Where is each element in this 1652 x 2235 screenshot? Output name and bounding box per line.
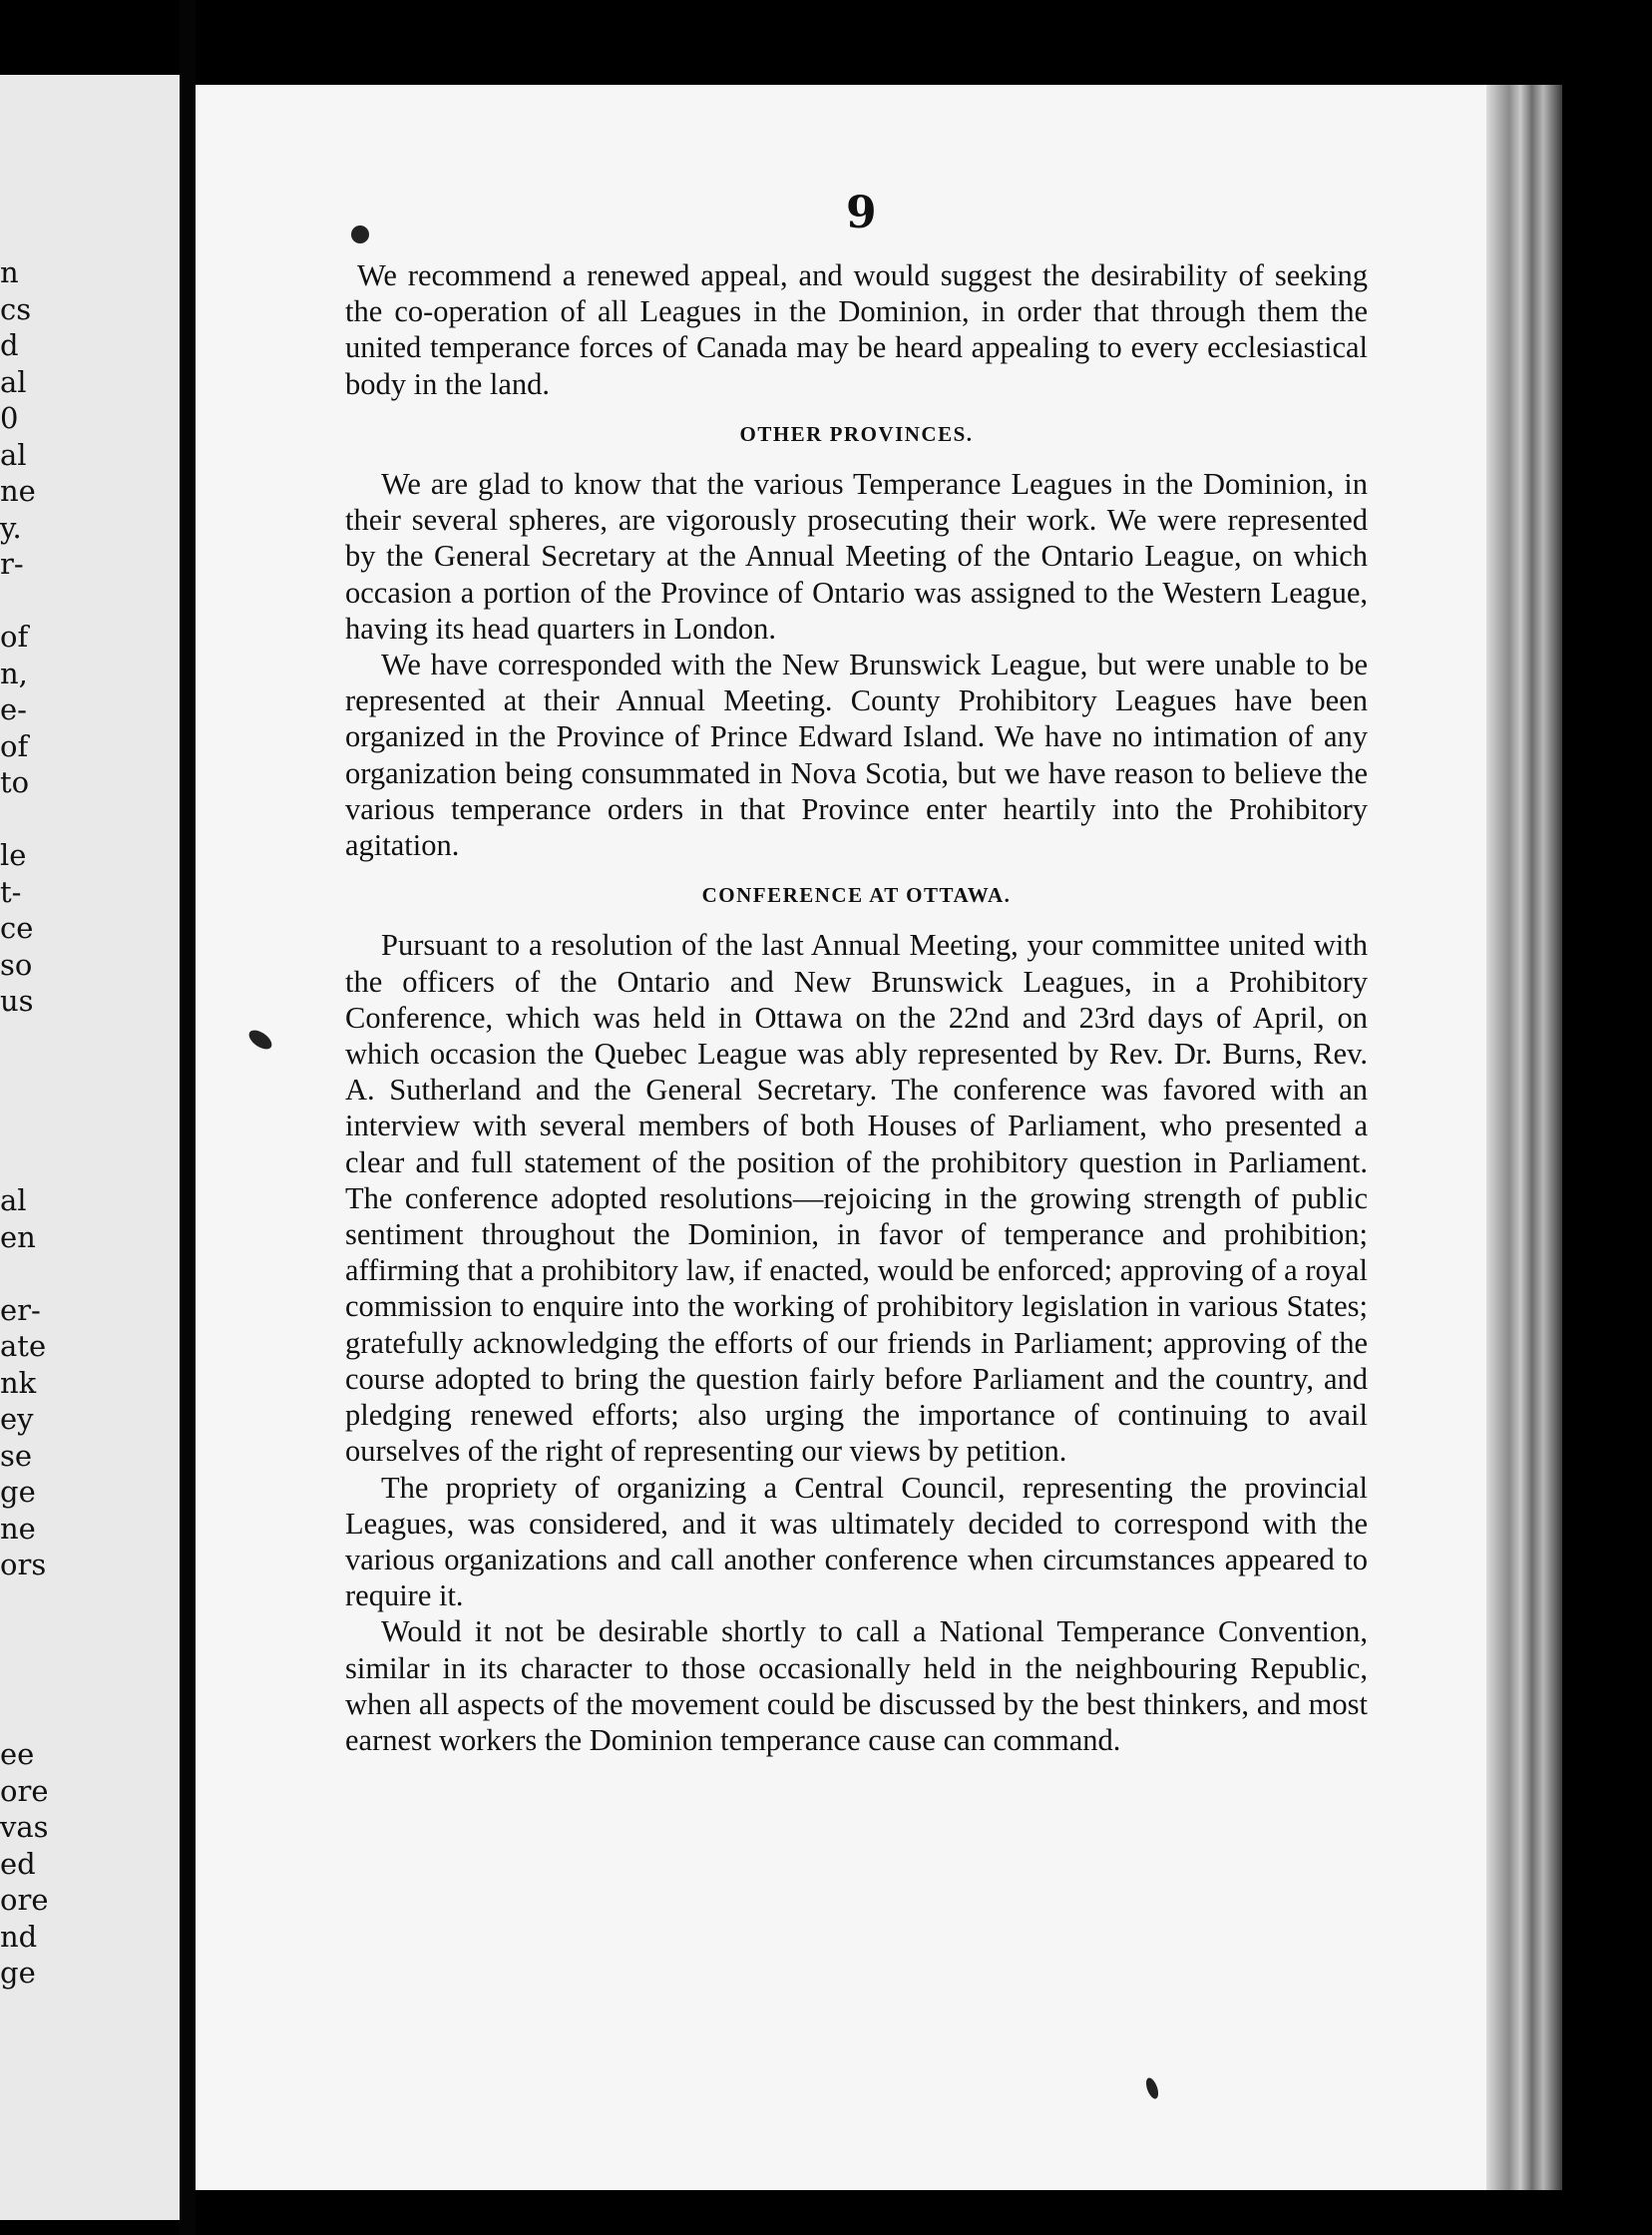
left-page-fragment-group-2 [0, 1182, 47, 1583]
fragment-text: al [0, 364, 27, 399]
fragment-text: y. [0, 510, 22, 545]
fragment-text: n, [0, 656, 28, 690]
fragment-text: nd [0, 1919, 38, 1954]
section-heading-conference: CONFERENCE AT OTTAWA. [701, 883, 1012, 908]
fragment-text: en [0, 1219, 36, 1254]
fragment-text: ne [0, 474, 36, 508]
fragment-text: ee [0, 1737, 35, 1771]
fragment-text: ors [0, 1548, 47, 1581]
paragraph: We recommend a renewed appeal, and would suggest the desirability of seeking the co-operation of all Leagues in the Dominion, in order that through them the united temperance forces of Canada may be heard appealing to every ecclesiastical body in the land. [345, 258, 1368, 401]
fragment-text: se [0, 1438, 33, 1473]
fragment-text: us [0, 984, 34, 1018]
fragment-text: ate [0, 1329, 47, 1363]
fragment-text [0, 801, 40, 838]
fragment-text: n [0, 255, 19, 289]
fragment-text [0, 1255, 40, 1292]
fragment-text: cs [0, 291, 32, 326]
fragment-text: t- [0, 874, 22, 909]
fragment-text: le [0, 838, 27, 872]
fragment-text: 0 [0, 401, 19, 435]
fragment-text: r- [0, 547, 24, 581]
fragment-text: e- [0, 692, 27, 726]
page-number: 9 [846, 188, 877, 238]
fragment-text: of [0, 728, 29, 763]
fragment-text: so [0, 947, 33, 982]
left-page-fragment-group-1 [0, 254, 40, 1020]
left-page-fragment-group-3 [0, 1736, 49, 1992]
fragment-text: nk [0, 1365, 37, 1400]
fragment-text [0, 583, 40, 620]
left-page-fragment [0, 75, 180, 2220]
fragment-text: of [0, 620, 29, 654]
scan-background [1562, 0, 1652, 2235]
section-heading-other-provinces: OTHER PROVINCES. [739, 421, 974, 446]
fragment-text: er- [0, 1292, 41, 1327]
fragment-text: ore [0, 1883, 49, 1917]
paragraph: The propriety of organizing a Central Council, representing the provincial Leagues, was considered, and it was ultimately decided to correspond with the various organizations and call another conference when circumstances appeared to require it. [345, 1470, 1368, 1613]
fragment-text: ne [0, 1511, 36, 1546]
fragment-text: to [0, 765, 30, 799]
fragment-text: ge [0, 1475, 36, 1509]
fragment-text: al [0, 437, 27, 472]
fragment-text: ge [0, 1956, 36, 1990]
page-body [345, 257, 1368, 1758]
fragment-text: ed [0, 1846, 36, 1881]
fragment-text: d [0, 328, 19, 362]
page-edge-stack [1486, 85, 1562, 2190]
fragment-text: vas [0, 1810, 49, 1844]
fragment-text: ey [0, 1402, 34, 1436]
paragraph: We are glad to know that the various Temperance Leagues in the Dominion, in their several spheres, are vigorously prosecuting their work. We were represented by the General Secretary at the Annual Meeting of the Ontario League, on which occasion a portion of the Province of Ontario was assigned to the Western League, having its head quarters in London. [345, 467, 1368, 646]
fragment-text: al [0, 1183, 27, 1217]
ink-blot [351, 225, 369, 243]
paragraph: Pursuant to a resolution of the last Annual Meeting, your committee united with the officers of the Ontario and New Brunswick Leagues, in a Prohibitory Conference, which was held in Ottawa on the 22nd and 23rd days of April, on which occasion the Quebec League was ably represented by Rev. Dr. Burns, Rev. A. Sutherland and the General Secretary. The conference was favored with an interview with several members of both Houses of Parliament, who presented a clear and full statement of the position of the prohibitory question in Parliament. The conference adopted resolutions—rejoicing in the growing strength of public sentiment throughout the Dominion, in favor of temperance and prohibition; affirming that a prohibitory law, if enacted, would be enforced; approving of a royal commission to enquire into the working of prohibitory legislation in various States; gratefully acknowledging the efforts of our friends in Parliament; approving of the course adopted to bring the question fairly before Parliament and the country, and pledging renewed efforts; also urging the importance of continuing to avail ourselves of the right of representing our views by petition. [345, 928, 1368, 1469]
paragraph: Would it not be desirable shortly to call a National Temperance Convention, similar in its character to those occasionally held in the neighbouring Republic, when all aspects of the movement could be discussed by the best thinkers, and most earnest workers the Dominion temperance cause can command. [345, 1614, 1368, 1757]
fragment-text: ore [0, 1773, 49, 1808]
book-gutter [180, 0, 196, 2235]
paragraph: We have corresponded with the New Brunswick League, but were unable to be represented at their Annual Meeting. County Prohibitory Leagues have been organized in the Province of Prince Edward Island. We have no intimation of any organization being consummated in Nova Scotia, but we have reason to believe the various temperance orders in that Province enter heartily into the Prohibitory agitation. [345, 648, 1368, 863]
fragment-text: ce [0, 911, 34, 945]
